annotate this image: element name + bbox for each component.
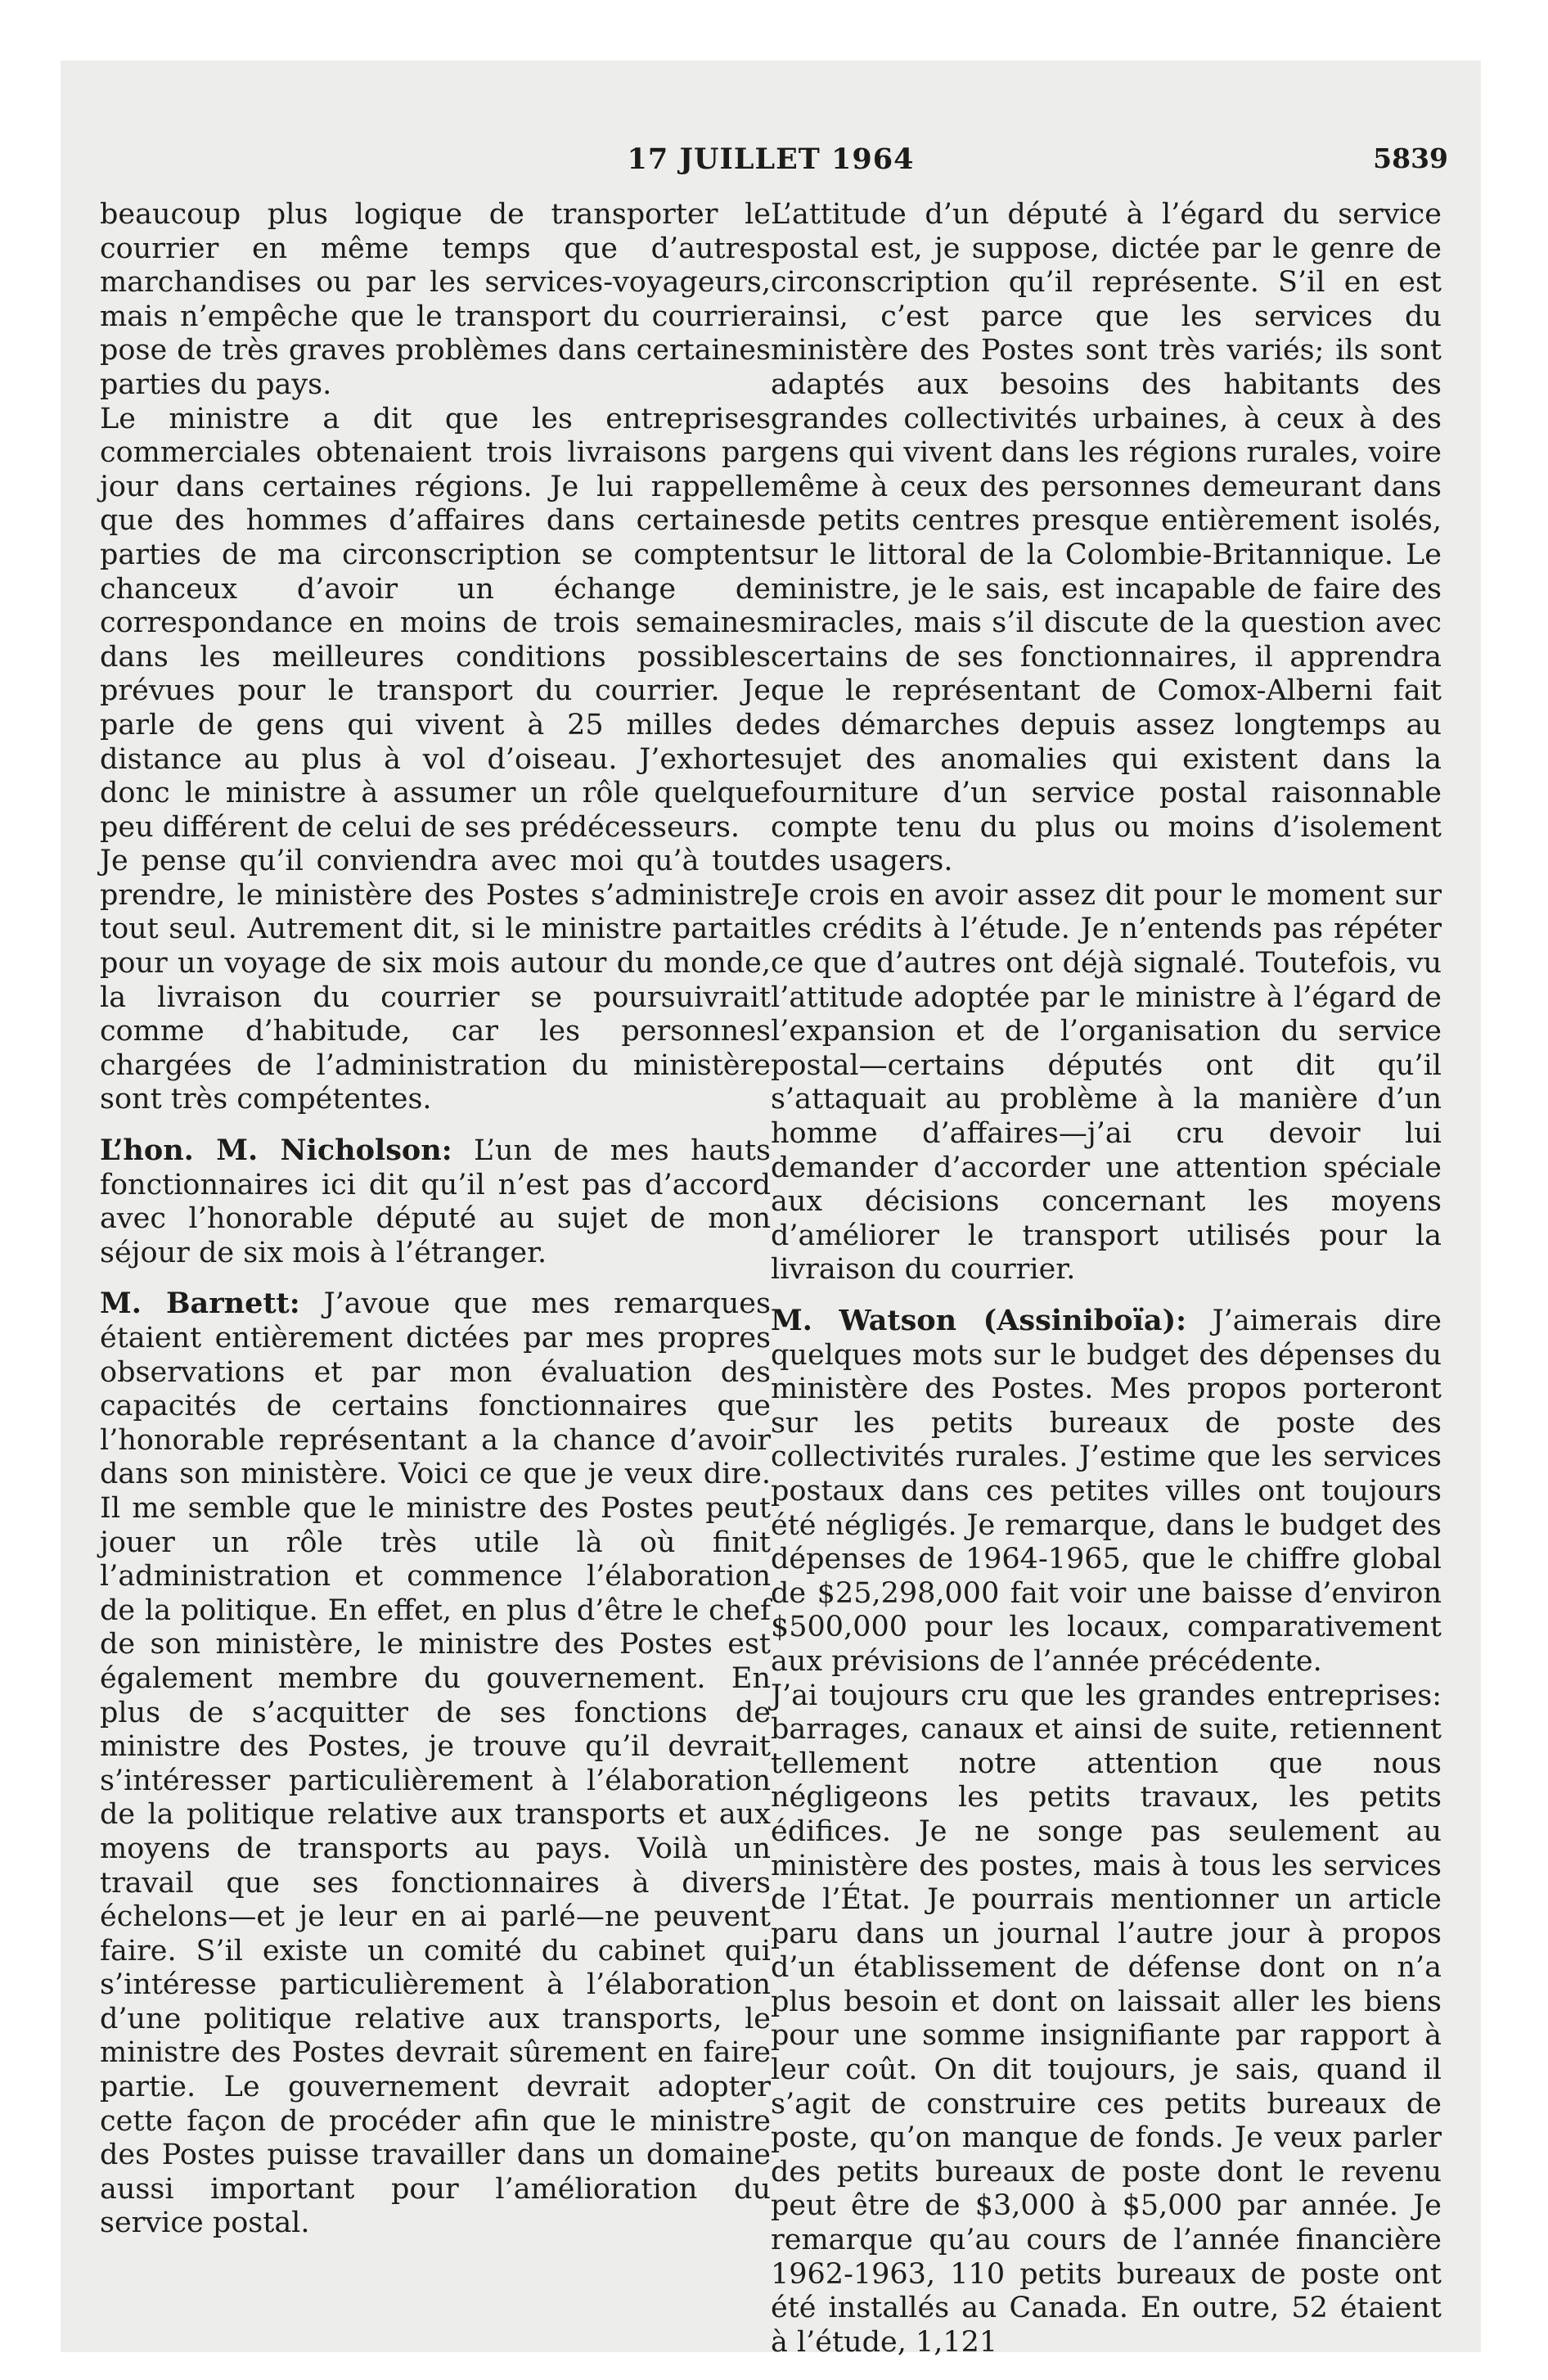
paragraph-text: beaucoup plus logique de transporter le courrier en même temps que d’autres marchandises ou par les services-voyageurs, mais n’empêche que le transport du courrier pose de très graves problèmes dans certaines parties du pays. bbox=[100, 198, 771, 401]
speaker-name: M. Barnett: bbox=[100, 1287, 300, 1321]
paragraph bbox=[771, 198, 1442, 879]
paragraph bbox=[100, 198, 771, 403]
speech-paragraph bbox=[100, 1287, 771, 2241]
paragraph-text: J’ai toujours cru que les grandes entreprises: barrages, canaux et ainsi de suite, retiennent tellement notre attention que nous négligeons les petits travaux, les petits édifices. Je ne songe pas seulement au ministère des postes, mais à tous les services de l’État. Je pourrais mentionner un article paru dans un journal l’autre jour à propos d’un établissement de défense dont on n’a plus besoin et dont on laissait aller les biens pour une somme insignifiante par rapport à leur coût. On dit toujours, je sais, quand il s’agit de construire ces petits bureaux de poste, qu’on manque de fonds. Je veux parler des petits bureaux de poste dont le revenu peut être de $3,000 à $5,000 par année. Je remarque qu’au cours de l’année financière 1962-1963, 110 petits bureaux de poste ont été installés au Canada. En outre, 52 étaient à l’étude, 1,121 bbox=[771, 1679, 1442, 2359]
paragraph bbox=[771, 1679, 1442, 2360]
running-header bbox=[61, 142, 1481, 183]
left-column bbox=[100, 198, 771, 2241]
header-date: 17 JUILLET 1964 bbox=[627, 142, 915, 176]
speech-text: J’aimerais dire quelques mots sur le budget des dépenses du ministère des Postes. Mes propos porteront sur les petits bureaux de poste des collectivités rurales. J’estime que les services postaux dans ces petites villes ont toujours été négligés. Je remarque, dans le budget des dépenses de 1964-1965, que le chiffre global de $25,298,000 fait voir une baisse d’environ $500,000 pour les locaux, comparativement aux prévisions de l’année précédente. bbox=[771, 1305, 1442, 1678]
paragraph-text: Le ministre a dit que les entreprises commerciales obtenaient trois livraisons par jour dans certaines régions. Je lui rappelle que des hommes d’affaires dans certaines parties de ma circonscription se comptent chanceux d’avoir un échange de correspondance en moins de trois semaines dans les meilleures conditions possibles prévues pour le transport du courrier. Je parle de gens qui vivent à 25 milles de distance au plus à vol d’oiseau. J’exhorte donc le ministre à assumer un rôle quelque peu différent de celui de ses prédécesseurs. bbox=[100, 402, 771, 844]
speech-text: J’avoue que mes remarques étaient entièrement dictées par mes propres observations et par mon évaluation des capacités de certains fonctionnaires que l’honorable représentant a la chance d’avoir dans son ministère. Voici ce que je veux dire. Il me semble que le ministre des Postes peut jouer un rôle très utile là où finit l’administration et commence l’élaboration de la politique. En effet, en plus d’être le chef de son ministère, le ministre des Postes est également membre du gouvernement. En plus de s’acquitter de ses fonctions de ministre des Postes, je trouve qu’il devrait s’intéresser particulièrement à l’élaboration de la politique relative aux transports et aux moyens de transports au pays. Voilà un travail que ses fonctionnaires à divers échelons—et je leur en ai parlé—ne peuvent faire. S’il existe un comité du cabinet qui s’intéresse particulièrement à l’élaboration d’une politique relative aux transports, le ministre des Postes devrait sûrement en faire partie. Le gouvernement devrait adopter cette façon de procéder afin que le ministre des Postes puisse travailler dans un domaine aussi important pour l’amélioration du service postal. bbox=[100, 1287, 771, 2240]
right-column bbox=[771, 198, 1442, 2360]
speech-text: L’un de mes hauts fonctionnaires ici dit qu’il n’est pas d’accord avec l’honorable député au sujet de mon séjour de six mois à l’étranger. bbox=[100, 1134, 771, 1269]
paragraph bbox=[100, 403, 771, 845]
page-scan bbox=[61, 61, 1481, 2359]
paragraph-text: Je crois en avoir assez dit pour le moment sur les crédits à l’étude. Je n’entends pas répéter ce que d’autres ont déjà signalé. Toutefois, vu l’attitude adoptée par le ministre à l’égard de l’expansion et de l’organisation du service postal—certains députés ont dit qu’il s’attaquait au problème à la manière d’un homme d’affaires—j’ai cru devoir lui demander d’accorder une attention spéciale aux décisions concernant les moyens d’améliorer le transport utilisés pour la livraison du courrier. bbox=[771, 878, 1442, 1287]
speech-paragraph bbox=[771, 1304, 1442, 1679]
page-number: 5839 bbox=[1373, 142, 1448, 174]
paragraph bbox=[100, 845, 771, 1117]
paragraph-text: Je pense qu’il conviendra avec moi qu’à tout prendre, le ministère des Postes s’administre tout seul. Autrement dit, si le ministre partait pour un voyage de six mois autour du monde, la livraison du courrier se poursuivrait comme d’habitude, car les personnes chargées de l’administration du ministère sont très compétentes. bbox=[100, 845, 771, 1116]
speaker-name: M. Watson (Assiniboïa): bbox=[771, 1304, 1187, 1337]
paragraph bbox=[771, 879, 1442, 1287]
paragraph-text: L’attitude d’un député à l’égard du service postal est, je suppose, dictée par le genre de circonscription qu’il représente. S’il en est ainsi, c’est parce que les services du ministère des Postes sont très variés; ils sont adaptés aux besoins des habitants des grandes collectivités urbaines, à ceux à des gens qui vivent dans les régions rurales, voire même à ceux des personnes demeurant dans de petits centres presque entièrement isolés, sur le littoral de la Colombie-Britannique. Le ministre, je le sais, est incapable de faire des miracles, mais s’il discute de la question avec certains de ses fonctionnaires, il apprendra que le représentant de Comox-Alberni fait des démarches depuis assez longtemps au sujet des anomalies qui existent dans la fourniture d’un service postal raisonnable compte tenu du plus ou moins d’isolement des usagers. bbox=[771, 198, 1442, 878]
speaker-name: L’hon. M. Nicholson: bbox=[100, 1134, 452, 1168]
speech-paragraph bbox=[100, 1134, 771, 1270]
